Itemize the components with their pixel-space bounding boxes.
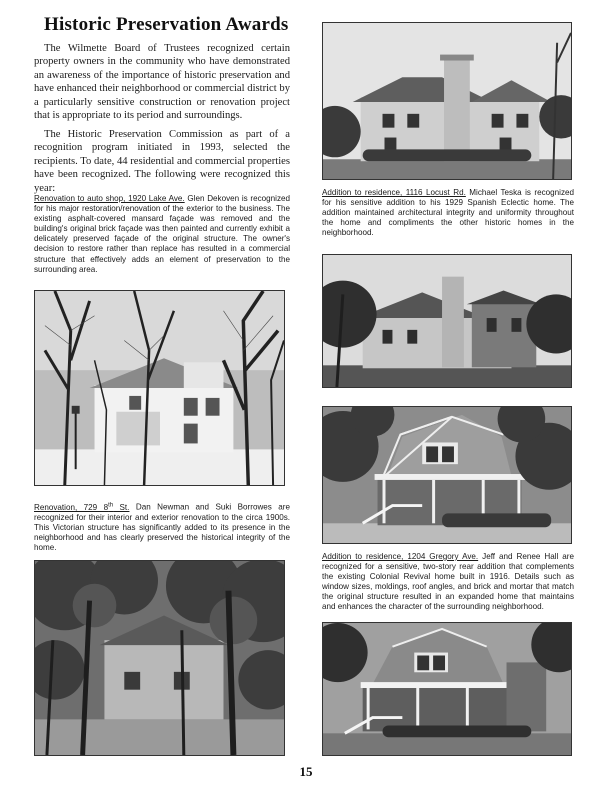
photo-1204-gregory-ave xyxy=(322,406,572,544)
caption-8th-st xyxy=(34,500,290,553)
photo-729-8th-st xyxy=(34,290,285,486)
caption-8th-st-heading: Renovation, 729 8th St. xyxy=(34,502,130,512)
caption-gregory-ave-body: Jeff and Renee Hall are recognized for a sensitive, two-story rear addition that complements the existing Colonial Revival home built in 1916. Details such as window sizes, moldings, roof angles, and brick and mortar that match the original structure resulted in an expanded home that maintains and enhances the character of the surrounding neighborhood. xyxy=(322,552,575,612)
photo-locust-rd-addition xyxy=(322,254,572,388)
photo-gregory-ave-addition xyxy=(322,622,572,756)
caption-locust-rd-body: Michael Teska is recognized for his sensitive addition to his 1929 Spanish Eclectic home. The addition maintained architectural integrity and uniformity throughout the home and compliments the other historic homes in the neighborhood. xyxy=(322,188,574,238)
page-title: Historic Preservation Awards xyxy=(44,14,289,35)
caption-gregory-ave-heading: Addition to residence, 1204 Gregory Ave. xyxy=(322,552,479,561)
intro-paragraph-2: The Historic Preservation Commission as part of a recognition program initiated in 1993, selected the recipients. To date, 44 residential and commercial properties have been recognized. The following were recognized this year: xyxy=(34,129,290,194)
caption-8th-st-body: Dan Newman and Suki Borrowes are recognized for their interior and exterior renovation to the circa 1900s. This Victorian structure has significantly added to its presence in the neighborhood and has clearly preserved the historical integrity of the home. xyxy=(34,502,290,553)
caption-lake-ave-body: Glen Dekoven is recognized for his major restoration/renovation of the exterior to the business. The existing asphalt-covered mansard façade was removed and the building's original brick façade was then painted and currently exhibit a delicately preserved façade of the original structure. The owner's decision to restore rather than replace has resulted in a commercial structure that effectively adds an element of preservation to the surrounding area. xyxy=(34,194,290,274)
caption-locust-rd xyxy=(322,188,574,238)
photo-tree-lined-house xyxy=(34,560,285,756)
caption-gregory-ave xyxy=(322,552,574,613)
page-number: 15 xyxy=(299,764,313,779)
caption-lake-ave xyxy=(34,194,290,275)
intro-paragraph-1: The Wilmette Board of Trustees recognized certain property owners in the community who have demonstrated an awareness of the importance of historic preservation and have enhanced their neighborhood or commercial district by a particularly sensitive construction or renovation project that is appropriate to its period and surroundings. xyxy=(34,43,290,122)
caption-locust-rd-heading: Addition to residence, 1116 Locust Rd. xyxy=(322,188,466,197)
caption-lake-ave-heading: Renovation to auto shop, 1920 Lake Ave. xyxy=(34,194,185,203)
photo-1116-locust-rd xyxy=(322,22,572,180)
